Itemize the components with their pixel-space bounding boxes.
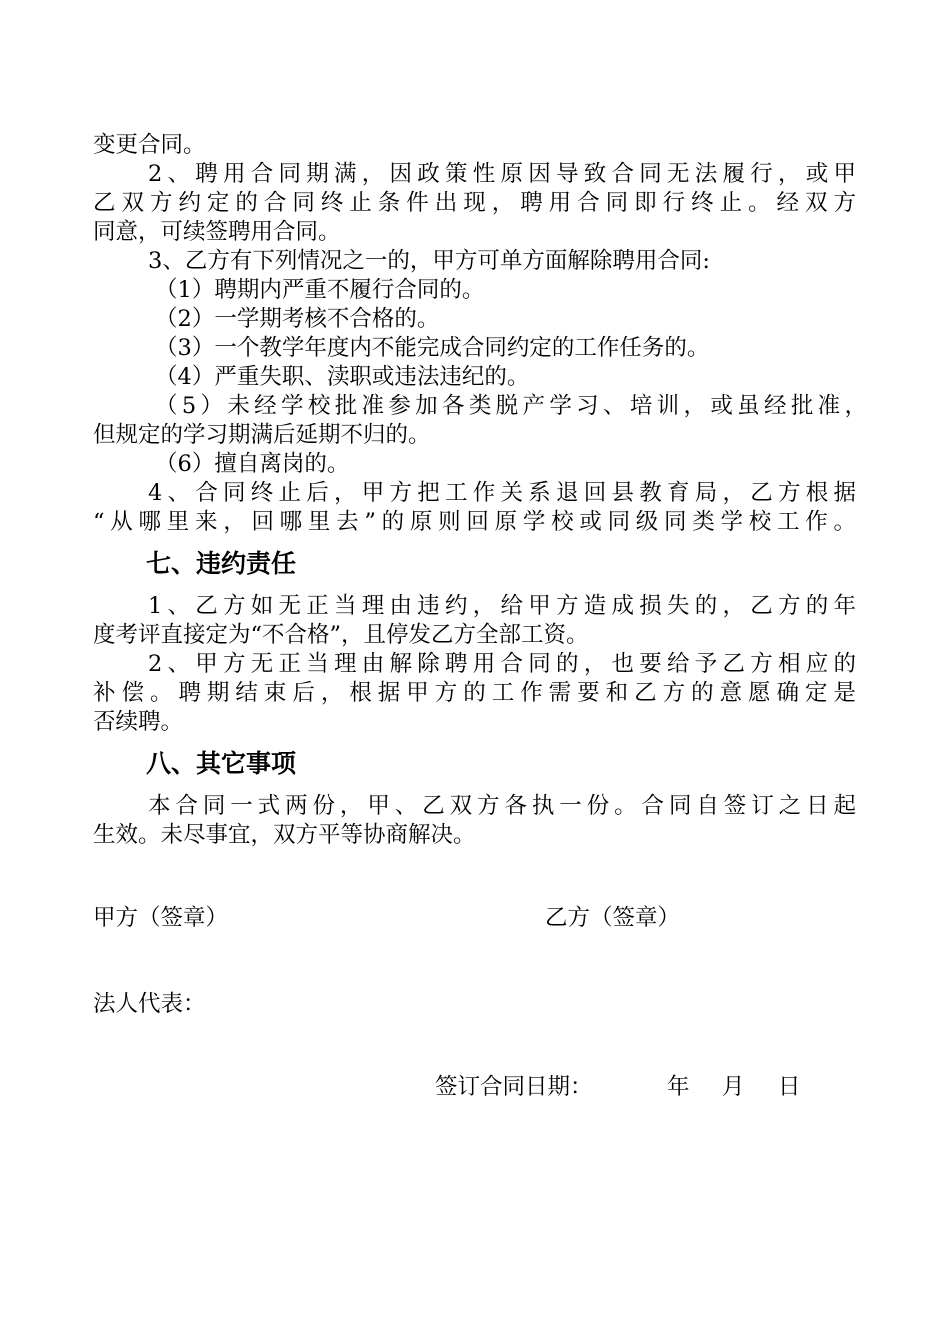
legal-representative-label: 法人代表：: [93, 991, 206, 1017]
date-day-label: 日: [778, 1074, 801, 1100]
text-line: 2、聘用合同期满，因政策性原因导致合同无法履行，或甲: [148, 161, 856, 187]
signing-date-label: 签订合同日期：: [435, 1074, 593, 1100]
text-line: 同意，可续签聘用合同。: [93, 219, 341, 245]
text-line: “从哪里来，回哪里去”的原则回原学校或同级同类学校工作。: [93, 509, 856, 535]
text-line: 变更合同。: [93, 132, 206, 158]
party-b-signature-label: 乙方（签章）: [545, 905, 681, 931]
party-a-signature-label: 甲方（签章）: [93, 905, 229, 931]
list-item: （3）一个教学年度内不能完成合同约定的工作任务的。: [155, 335, 710, 361]
list-item: 但规定的学习期满后延期不归的。: [93, 422, 431, 448]
date-year-label: 年: [667, 1074, 690, 1100]
text-line: 4、合同终止后，甲方把工作关系退回县教育局，乙方根据: [148, 480, 856, 506]
text-line: 本合同一式两份，甲、乙双方各执一份。合同自签订之日起: [148, 793, 856, 819]
text-line: 否续聘。: [93, 709, 184, 735]
section-heading: 七、违约责任: [146, 549, 297, 578]
list-item: （2）一学期考核不合格的。: [155, 306, 440, 332]
text-line: 2、甲方无正当理由解除聘用合同的，也要给予乙方相应的: [148, 651, 856, 677]
section-heading: 八、其它事项: [146, 749, 297, 778]
date-month-label: 月: [722, 1074, 745, 1100]
list-item: （1）聘期内严重不履行合同的。: [155, 277, 485, 303]
list-item: （6）擅自离岗的。: [155, 451, 350, 477]
text-line: 生效。未尽事宜，双方平等协商解决。: [93, 822, 476, 848]
text-line: 乙双方约定的合同终止条件出现，聘用合同即行终止。经双方: [93, 190, 856, 216]
text-line: 补偿。聘期结束后，根据甲方的工作需要和乙方的意愿确定是: [93, 680, 856, 706]
list-item: （4）严重失职、渎职或违法违纪的。: [155, 364, 530, 390]
text-line: 1、乙方如无正当理由违约，给甲方造成损失的，乙方的年: [148, 593, 856, 619]
text-line: 3、乙方有下列情况之一的，甲方可单方面解除聘用合同:: [148, 248, 710, 274]
list-item: （5）未经学校批准参加各类脱产学习、培训，或虽经批准，: [155, 393, 867, 419]
text-line: 度考评直接定为“不合格”，且停发乙方全部工资。: [93, 622, 589, 648]
